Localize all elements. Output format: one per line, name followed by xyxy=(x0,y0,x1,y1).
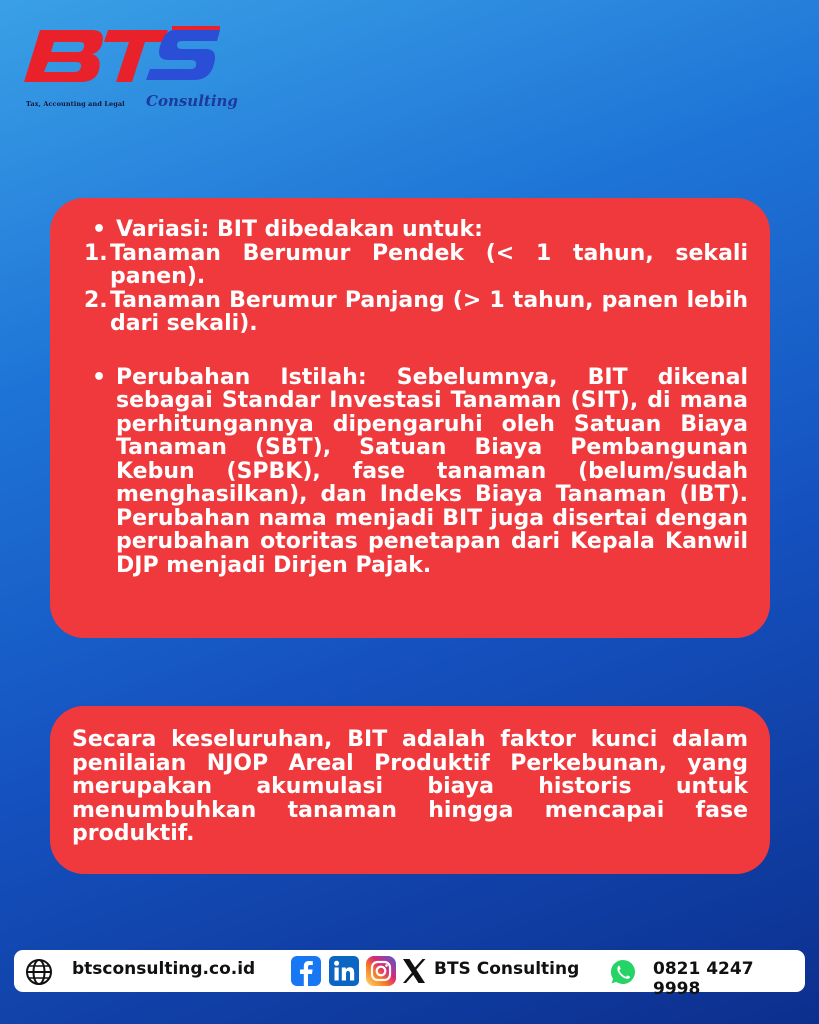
x-icon[interactable] xyxy=(401,957,427,985)
bullet-text: Perubahan Istilah: Sebelumnya, BIT dikenal sebagai Standar Investasi Tanaman (SIT), di mana perhitungannya dipengaruhi oleh Satuan Biaya Tanaman (SBT), Satuan Biaya Pembangunan Kebun (SPBK), fase tanaman (belum/sudah menghasilkan), dan Indeks Biaya Tanaman (IBT). Perubahan nama menjadi BIT juga disertai dengan perubahan otoritas penetapan dari Kepala Kanwil DJP menjadi Dirjen Pajak. xyxy=(116,364,748,578)
globe-icon xyxy=(24,957,54,987)
bullet-text: Variasi: BIT dibedakan untuk: xyxy=(116,217,483,242)
whatsapp-icon[interactable] xyxy=(608,957,638,987)
item-number: 2. xyxy=(84,287,108,313)
bullet-icon: • xyxy=(92,364,107,390)
bts-logo xyxy=(22,22,238,122)
phone-number[interactable]: 0821 4247 9998 xyxy=(653,959,754,999)
numbered-item-2 xyxy=(84,287,748,336)
logo-tagline: Tax, Accounting and Legal xyxy=(26,100,125,108)
numbered-item-1 xyxy=(84,240,748,289)
item-text: Tanaman Berumur Panjang (> 1 tahun, panen lebih dari sekali). xyxy=(110,287,748,336)
bullet-perubahan-istilah xyxy=(90,366,748,578)
contact-footer xyxy=(14,950,805,999)
summary-card xyxy=(50,706,770,874)
info-card xyxy=(50,198,770,638)
brand-name[interactable]: BTS Consulting xyxy=(434,959,580,979)
instagram-icon[interactable] xyxy=(365,955,397,987)
linkedin-icon[interactable] xyxy=(328,955,360,987)
website-link[interactable]: btsconsulting.co.id xyxy=(72,959,256,979)
bts-logo-mark xyxy=(22,22,222,102)
summary-text: Secara keseluruhan, BIT adalah faktor kunci dalam penilaian NJOP Areal Produktif Perkebunan, yang merupakan akumulasi biaya historis untuk menumbuhkan tanaman hingga mencapai fase produktif. xyxy=(72,727,748,846)
item-number: 1. xyxy=(84,240,108,266)
spacer xyxy=(90,336,748,366)
logo-consulting-text: Consulting xyxy=(146,92,238,110)
item-text: Tanaman Berumur Pendek (< 1 tahun, sekali panen). xyxy=(110,240,748,289)
facebook-icon[interactable] xyxy=(290,955,322,987)
bullet-variasi xyxy=(90,218,748,242)
bullet-icon: • xyxy=(92,217,107,242)
